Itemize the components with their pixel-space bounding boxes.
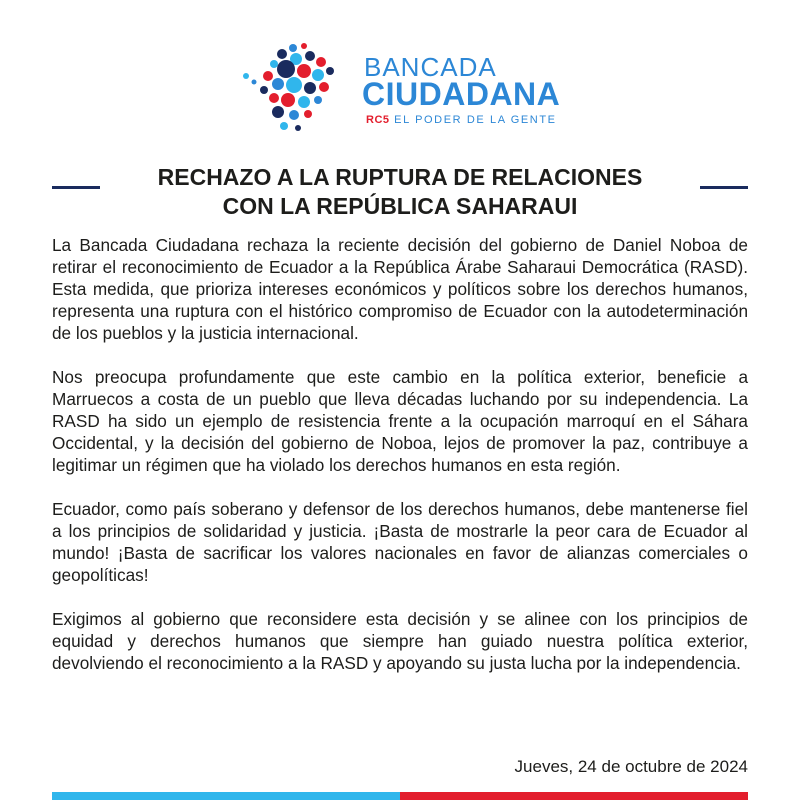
paragraph-4: Exigimos al gobierno que reconsidere esta decisión y se alinee con los principios de equidad y derechos humanos que siempre han guiado nuestra política exterior, devolviendo el reconocimiento a la RASD y apoyando su justa lucha por la independencia. [52, 609, 748, 673]
brand-name-line1: BANCADA [364, 52, 497, 82]
paragraph-2: Nos preocupa profundamente que este cambio en la política exterior, beneficie a Marruecos a costa de un pueblo que lleva décadas luchando por su independencia. La RASD ha sido un ejemplo de resistencia frente a la ocupación marroquí en el Sáhara Occidental, y la decisión del gobierno de Noboa, lejos de promover la paz, contribuye a legitimar un régimen que ha violado los derechos humanos en esta región. [52, 367, 748, 475]
heading-rule-left [52, 186, 100, 189]
logo [238, 40, 568, 140]
tagline-text: EL PODER DE LA GENTE [394, 114, 557, 126]
footer-color-bar [52, 792, 748, 800]
statement-body [52, 234, 748, 696]
title-line-1: RECHAZO A LA RUPTURA DE RELACIONES [157, 164, 643, 190]
footer-bar-blue [52, 792, 400, 800]
ecuador-dots-icon [238, 40, 358, 140]
footer-bar-red [400, 792, 748, 800]
tagline-code: RC5 [366, 114, 390, 126]
heading-rule-right [700, 186, 748, 189]
tagline [366, 114, 557, 126]
paragraph-3: Ecuador, como país soberano y defensor de los derechos humanos, debe mantenerse fiel a los principios de solidaridad y justicia. ¡Basta de mostrarle la peor cara de Ecuador al mundo! ¡Basta de sacrificar los valores nacionales en favor de alianzas comerciales o geopolíticas! [52, 499, 748, 585]
brand-name-line2: CIUDADANA [362, 76, 561, 112]
paragraph-1: La Bancada Ciudadana rechaza la reciente decisión del gobierno de Daniel Noboa de retirar el reconocimiento de Ecuador a la República Árabe Saharaui Democrática (RASD). Esta medida, que prioriza intereses económicos y políticos sobre los derechos humanos, representa una ruptura con el histórico compromiso de Ecuador con la autodeterminación de los pueblos y la justicia internacional. [52, 235, 748, 343]
date-line: Jueves, 24 de octubre de 2024 [514, 757, 748, 776]
title-line-2: CON LA REPÚBLICA SAHARAUI [222, 193, 578, 219]
page-title [110, 163, 690, 221]
